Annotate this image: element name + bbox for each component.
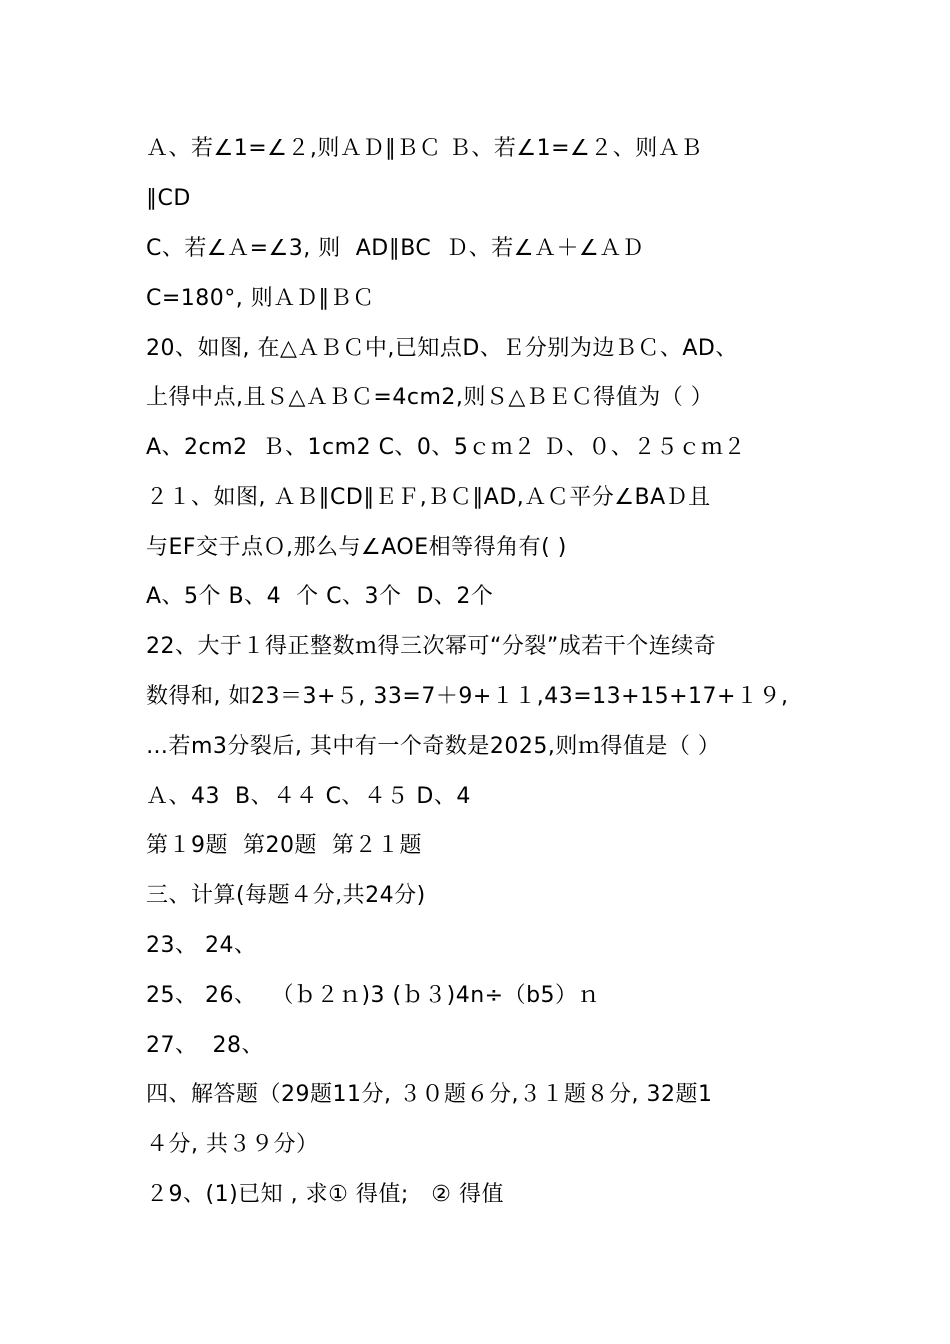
text-line: 25、 26、 （ｂ２ｎ)3 (ｂ３)4n÷（b5）ｎ (146, 983, 601, 1008)
text-line: A、2cm2 Ｂ、1cm2 C、0、5ｃｍ２ Ｄ、０、２５ｃｍ２ (146, 435, 746, 460)
text-line: C=180°, 则ＡＤ∥ＢＣ (146, 286, 375, 311)
text-line: 22、大于１得正整数ｍ得三次幂可“分裂”成若干个连续奇 (146, 634, 717, 659)
text-line: 与EF交于点Ｏ,那么与∠AOE相等得角有( ) (146, 535, 567, 560)
text-line: 数得和, 如23＝3+５, 33=7＋9+１１,43=13+15+17+１９, (146, 684, 789, 709)
text-line: ４分, 共３９分） (146, 1132, 319, 1157)
text-line: …若m3分裂后, 其中有一个奇数是2025,则ｍ得值是（ ） (146, 734, 721, 759)
text-line: ２１、如图, ＡＢ∥CD∥ＥＦ,ＢＣ∥AD,ＡＣ平分∠BAＤ且 (146, 485, 711, 510)
section-heading: 三、计算(每题４分,共24分) (146, 883, 426, 908)
text-line: Ａ、若∠1=∠２,则ＡＤ∥ＢＣ Ｂ、若∠1=∠２、则ＡＢ (146, 136, 703, 161)
section-heading: 四、解答题（29题11分, ３０题６分,３１题８分, 32题1 (146, 1082, 713, 1107)
text-line: 20、如图, 在△ＡＢＣ中,已知点D、Ｅ分别为边ＢＣ、AD、 (146, 336, 738, 361)
text-line: 上得中点,且Ｓ△ＡＢＣ=4cm2,则Ｓ△ＢＥＣ得值为（ ） (146, 385, 714, 410)
text-line: A、5个 B、4 个 C、3个 D、2个 (146, 584, 494, 609)
text-line: ２9、(1)已知 , 求① 得值; ② 得值 (146, 1182, 504, 1207)
text-line: C、若∠Ａ=∠3, 则 AD∥BC Ｄ、若∠Ａ＋∠ＡＤ (146, 236, 645, 261)
text-line: Ａ、43 B、４４ C、４５ D、4 (146, 784, 471, 809)
text-line: 23、 24、 (146, 933, 257, 958)
text-line: 27、 28、 (146, 1033, 264, 1058)
text-line: 第１9题 第20题 第２１题 (146, 833, 422, 858)
text-line: ∥CD (146, 186, 191, 211)
